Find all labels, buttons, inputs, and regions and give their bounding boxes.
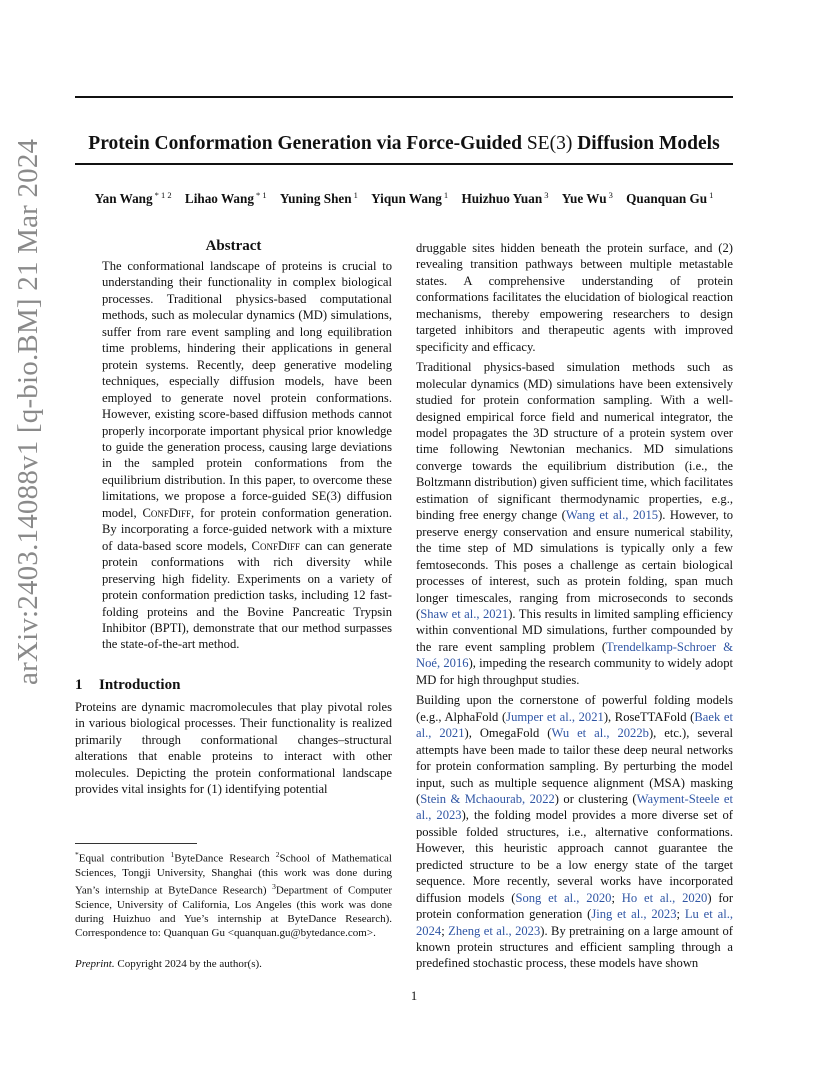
- intro-paragraph: Proteins are dynamic macromolecules that play pivotal roles in various biological processes. Their functionality is realized primarily through conformational changes–structural alterations that enable proteins to interact with other molecules. Depicting the protein conformational landscape provides vital insights for (1) identifying potential: [75, 699, 392, 797]
- citation-link[interactable]: Wayment-Steele et al., 2023: [416, 791, 733, 823]
- footnote-rule: [75, 843, 197, 844]
- citation-link[interactable]: Zheng et al., 2023: [448, 923, 541, 938]
- abstract-heading: Abstract: [205, 238, 262, 254]
- preprint-notice: Preprint. Copyright 2024 by the author(s).: [75, 958, 262, 970]
- author: Huizhuo Yuan $^3$: [461, 190, 549, 207]
- author: Yiqun Wang $^1$: [371, 190, 449, 207]
- arxiv-stamp: arXiv:2403.14088v1 [q-bio.BM] 21 Mar 2024: [12, 138, 44, 685]
- body-paragraph: Building upon the cornerstone of powerful folding models (e.g., AlphaFold (Jumper et al., 2021), RoseTTAFold (Baek et al., 2021), OmegaFold (Wu et al., 2022b), etc.), several attempts have been made to tailor these deep neural networks for protein conformation sampling. By perturbing the model input, such as multiple sequence alignment (MSA) masking (Stein & Mchaourab, 2022) or clustering (Wayment-Steele et al., 2023), the folding model provides a more diverse set of possible folded structures, i.e., alternative conformations. However, this heuristic approach cannot guarantee the predicted structure to be a low energy state of the target sequence. More recently, several works have incorporated diffusion models (Song et al., 2020; Ho et al., 2020) for protein conformation generation (Jing et al., 2023; Lu et al., 2024; Zheng et al., 2023). By pretraining on a large amount of known protein structures and efficient sampling through a predefined stochastic process, these models have shown: [416, 693, 734, 971]
- citation-link[interactable]: Baek et al., 2021: [416, 709, 733, 741]
- author: Yan Wang $^{* 1 2}$: [94, 190, 172, 207]
- citation-link[interactable]: Stein & Mchaourab, 2022: [420, 791, 555, 806]
- body-paragraph: druggable sites hidden beneath the protein surface, and (2) revealing transition pathways between multiple metastable states. A comprehensive understanding of protein conformations facilitates the elucidation of biological reaction mechanisms, thereby empowering researchers to design targeted inhibitors and therapeutic agents with improved specificity and efficacy.: [416, 241, 733, 354]
- title-rule-bottom: [75, 163, 733, 165]
- title-rule-top: [75, 96, 733, 98]
- left-column: [75, 236, 392, 802]
- page-number: 1: [410, 989, 418, 1003]
- citation-link[interactable]: Jumper et al., 2021: [506, 709, 604, 724]
- author-list: [75, 190, 733, 207]
- citation-link[interactable]: Shaw et al., 2021: [420, 606, 509, 621]
- citation-link[interactable]: Wang et al., 2015: [565, 508, 659, 523]
- abstract-text: The conformational landscape of proteins is crucial to understanding their functionality in complex biological processes. Traditional physics-based computational methods, such as molecular dynamics (MD) simulations, suffer from rare event sampling and long equilibration time problems, hindering their applications in general protein systems. Recently, deep generative modeling techniques, especially diffusion models, have been employed to generate novel protein conformations. However, existing score-based diffusion methods cannot properly incorporate important physical prior knowledge to guide the generation process, causing large deviations in the sampled protein conformations from the equilibrium distribution. In this paper, to overcome these limitations, we propose a force-guided SE(3) diffusion model, ConfDiff, for protein conformation generation. By incorporating a force-guided network with a mixture of data-based score models, ConfDiff can can generate protein conformations with rich diversity while preserving high fidelity. Experiments on a variety of protein conformation prediction tasks, including 12 fast-folding proteins and the Bovine Pancreatic Trypsin Inhibitor (BPTI), demonstrate that our method surpasses the state-of-the-art method.: [102, 259, 392, 652]
- paper-title: Protein Conformation Generation via Force-Guided SE(3) Diffusion Models: [88, 133, 720, 155]
- right-column: [416, 240, 733, 976]
- author: Quanquan Gu $^1$: [626, 190, 714, 207]
- citation-link[interactable]: Song et al., 2020: [515, 890, 612, 905]
- citation-link[interactable]: Jing et al., 2023: [591, 907, 677, 922]
- body-paragraph: Traditional physics-based simulation methods such as molecular dynamics (MD) simulations have been extensively studied for protein conformation sampling. With a well-designed empirical force field and numerical integrator, the model propagates the 3D structure of a protein system over time following Newtonian mechanics. MD simulations converge towards the equilibrium distribution (i.e., the Boltzmann distribution) given sufficient time, which facilitates estimation of significant thermodynamic properties, e.g., binding free energy change (Wang et al., 2015). However, to preserve energy conservation and ensure numerical stability, the time step of MD simulations is typically only a few femtoseconds. This poses a challenge as certain biological processes of interest, such as protein folding, span much longer timescales, ranging from microseconds to seconds (Shaw et al., 2021). This results in limited sampling efficiency within conventional MD simulations, further compounded by the rare event sampling problem (Trendelkamp-Schroer & Noé, 2016), impeding the research community to widely adopt MD for high throughput studies.: [416, 360, 734, 687]
- author: Yuning Shen $^1$: [279, 190, 358, 207]
- author: Lihao Wang $^{* 1}$: [184, 190, 267, 207]
- affiliation-footnote: *Equal contribution $^1$ByteDance Research $^2$School of Mathematical Sciences, Tongji University, Shanghai (this work was done during Yan’s internship at ByteDance Research) $^3$Department of Computer Science, University of California, Los Angeles (this work was done during Huizhuo and Yue’s internship at ByteDance Research). Correspondence to: Quanquan Gu <quanquan.gu@bytedance.com>.: [75, 850, 392, 940]
- section-heading-introduction: 1 Introduction: [75, 676, 181, 693]
- citation-link[interactable]: Trendelkamp-Schroer & Noé, 2016: [416, 639, 733, 671]
- citation-link[interactable]: Ho et al., 2020: [621, 890, 708, 905]
- citation-link[interactable]: Lu et al., 2024: [416, 907, 733, 938]
- citation-link[interactable]: Wu et al., 2022b: [551, 726, 649, 741]
- author: Yue Wu $^3$: [561, 190, 613, 207]
